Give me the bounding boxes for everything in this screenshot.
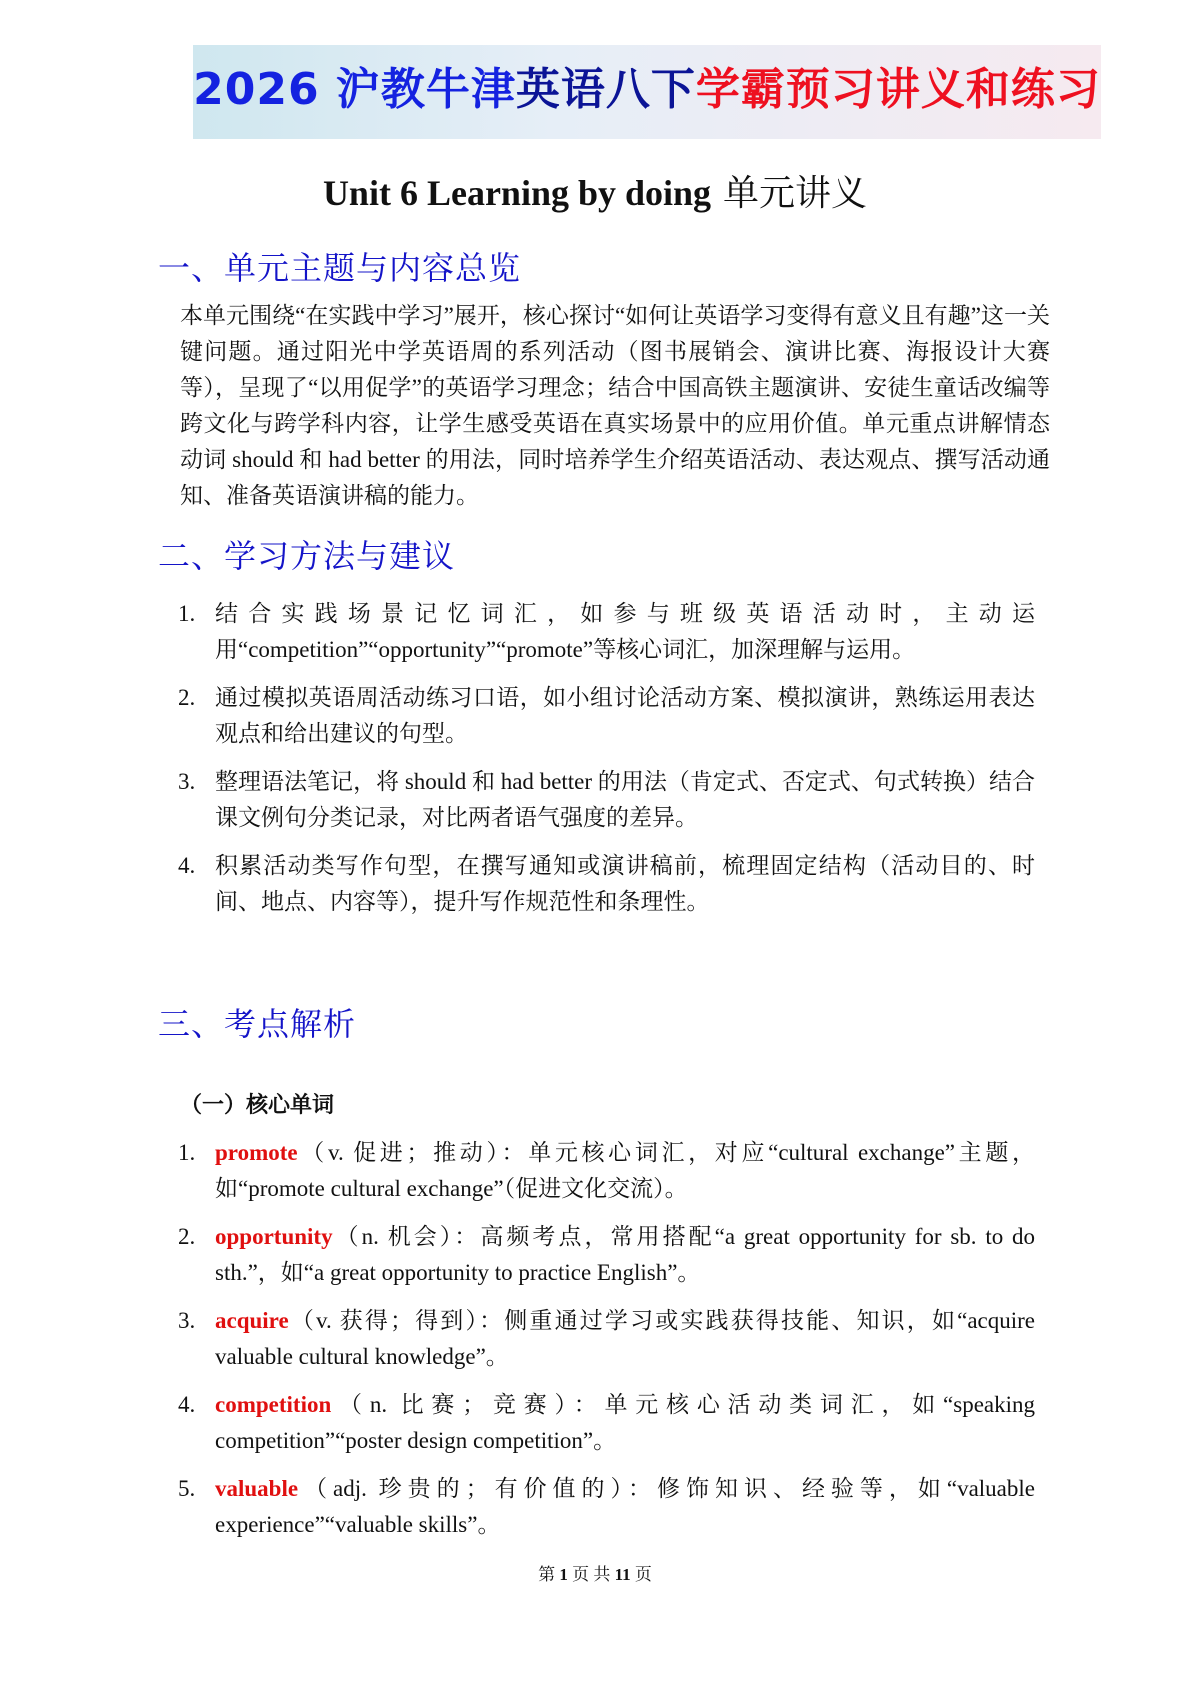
list-item-number: 4.	[178, 1392, 196, 1417]
list-item-text	[215, 1471, 1035, 1543]
list-item-number: 4.	[178, 853, 196, 878]
header-banner	[193, 45, 1101, 139]
list-item-number: 5.	[178, 1476, 196, 1501]
section-heading-key-points: 三、考点解析	[158, 1005, 357, 1043]
core-words-list	[0, 1135, 1190, 1543]
list-item-number: 2.	[178, 685, 196, 710]
list-item-number: 1.	[178, 1140, 196, 1165]
list-item-number: 2.	[178, 1224, 196, 1249]
banner-series: 学霸预习讲义和练习	[695, 64, 1101, 115]
page-title-zh: 单元讲义	[723, 173, 868, 213]
list-item-number: 3.	[178, 769, 196, 794]
list-item	[0, 596, 1190, 668]
banner-year: 2026	[193, 64, 336, 115]
overview-paragraph: 本单元围绕“在实践中学习”展开，核心探讨“如何让英语学习变得有意义且有趣”这一关键问题。通过阳光中学英语周的系列活动（图书展销会、演讲比赛、海报设计大赛等），呈现了“以用促学”的英语学习理念；结合中国高铁主题演讲、安徒生童话改编等跨文化与跨学科内容，让学生感受英语在真实场景中的应用价值。单元重点讲解情态动词 should 和 had better 的用法，同时培养学生介绍英语活动、表达观点、撰写活动通知、准备英语演讲稿的能力。	[180, 303, 1050, 508]
vocab-definition: （n. 比赛；竞赛）：单元核心活动类词汇，如“speaking competition”“poster design competition”。	[215, 1392, 1035, 1453]
list-item-text: 结合实践场景记忆词汇，如参与班级英语活动时，主动运用“competition”“opportunity”“promote”等核心词汇，加深理解与运用。	[215, 601, 1035, 662]
list-item	[0, 1471, 1190, 1543]
vocab-term: promote	[215, 1140, 298, 1165]
page-title-en: Unit 6 Learning by doing	[322, 173, 712, 213]
sub-heading-core-words: （一）核心单词	[180, 1093, 335, 1118]
footer-current-page: 1	[559, 1565, 568, 1584]
vocab-term: valuable	[215, 1476, 299, 1501]
footer-mid: 页 共	[572, 1565, 611, 1584]
methods-list	[0, 596, 1190, 920]
list-item-text	[215, 1219, 1035, 1291]
footer-prefix: 第	[538, 1565, 556, 1584]
list-item	[0, 680, 1190, 752]
list-item-number: 3.	[178, 1308, 196, 1333]
vocab-term: opportunity	[215, 1224, 333, 1249]
banner-subject: 英语八下	[515, 64, 696, 115]
list-item-text	[215, 1303, 1035, 1375]
vocab-definition: （n. 机会）：高频考点，常用搭配“a great opportunity for sb. to do sth.”，如“a great opportunity to practice English”。	[215, 1224, 1035, 1285]
vocab-term: competition	[215, 1392, 332, 1417]
list-item-text	[215, 1387, 1035, 1459]
vocab-definition: （adj. 珍贵的；有价值的）：修饰知识、经验等，如“valuable experience”“valuable skills”。	[215, 1476, 1035, 1537]
list-item	[0, 1219, 1190, 1291]
list-item	[0, 1303, 1190, 1375]
list-item-text: 积累活动类写作句型，在撰写通知或演讲稿前，梳理固定结构（活动目的、时间、地点、内容等），提升写作规范性和条理性。	[215, 853, 1035, 914]
page-title	[0, 168, 1190, 218]
section-heading-methods: 二、学习方法与建议	[158, 537, 456, 575]
banner-publisher: 沪教牛津	[335, 64, 516, 115]
list-item-number: 1.	[178, 601, 196, 626]
section-heading-overview: 一、单元主题与内容总览	[158, 249, 522, 287]
list-item-text	[215, 1135, 1035, 1207]
list-item-text: 整理语法笔记，将 should 和 had better 的用法（肯定式、否定式、句式转换）结合课文例句分类记录，对比两者语气强度的差异。	[215, 769, 1035, 830]
list-item	[0, 848, 1190, 920]
page-footer	[0, 1563, 1190, 1587]
list-item	[0, 1135, 1190, 1207]
list-item	[0, 764, 1190, 836]
vocab-definition: （v. 促进；推动）：单元核心词汇，对应“cultural exchange”主题，如“promote cultural exchange”（促进文化交流）。	[215, 1140, 1035, 1201]
vocab-term: acquire	[215, 1308, 289, 1333]
footer-total-pages: 11	[614, 1565, 631, 1584]
list-item	[0, 1387, 1190, 1459]
list-item-text: 通过模拟英语周活动练习口语，如小组讨论活动方案、模拟演讲，熟练运用表达观点和给出建议的句型。	[215, 685, 1035, 746]
vocab-definition: （v. 获得；得到）：侧重通过学习或实践获得技能、知识，如“acquire valuable cultural knowledge”。	[215, 1308, 1035, 1369]
footer-suffix: 页	[634, 1565, 652, 1584]
